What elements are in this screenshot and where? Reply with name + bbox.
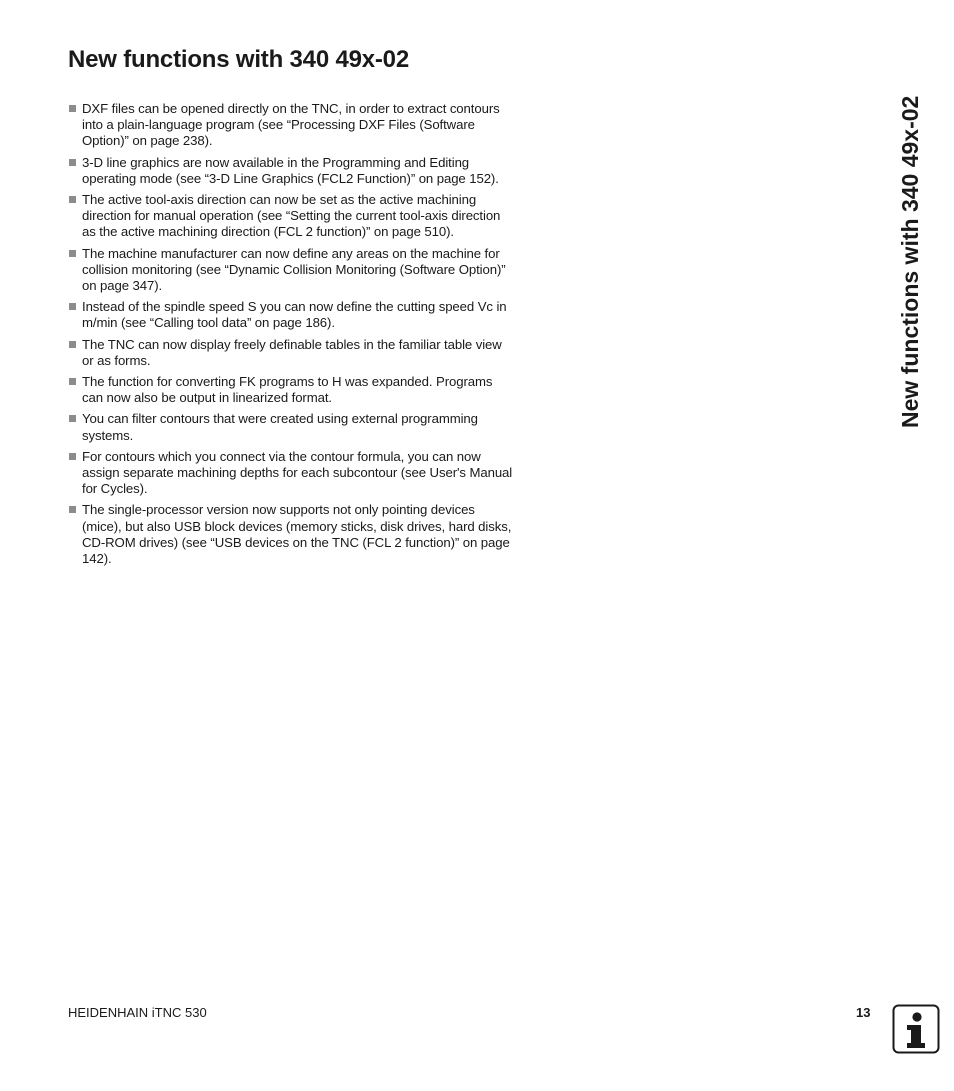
list-item <box>68 155 514 187</box>
list-item <box>68 246 514 295</box>
list-item <box>68 374 514 406</box>
list-item <box>68 337 514 369</box>
square-bullet-icon <box>69 415 76 422</box>
list-item-text: Instead of the spindle speed S you can now define the cutting speed Vc in m/min (see “Calling tool data” on page 186). <box>82 299 507 331</box>
list-item <box>68 101 514 150</box>
list-item-text: The single-processor version now supports not only pointing devices (mice), but also USB block devices (memory sticks, disk drives, hard disks, CD-ROM drives) (see “USB devices on the TNC (FCL 2 function)” on page 142). <box>82 502 512 567</box>
square-bullet-icon <box>69 105 76 112</box>
square-bullet-icon <box>69 159 76 166</box>
list-item <box>68 192 514 241</box>
side-chapter-title: New functions with 340 49x-02 <box>897 95 923 428</box>
square-bullet-icon <box>69 378 76 385</box>
footer-product-name: HEIDENHAIN iTNC 530 <box>68 1005 207 1020</box>
list-item-text: The TNC can now display freely definable tables in the familiar table view or as forms. <box>82 336 502 368</box>
list-item-text: The active tool-axis direction can now be set as the active machining direction for manual operation (see “Setting the current tool-axis direction as the active machining direction (FCL 2 function)” on page 510). <box>82 192 501 240</box>
list-item <box>68 411 514 443</box>
square-bullet-icon <box>69 303 76 310</box>
square-bullet-icon <box>69 453 76 460</box>
list-item-text: The function for converting FK programs to H was expanded. Programs can now also be output in linearized format. <box>82 374 493 406</box>
list-item-text: DXF files can be opened directly on the TNC, in order to extract contours into a plain-language program (see “Processing DXF Files (Software Option)” on page 238). <box>82 101 500 149</box>
list-item <box>68 449 514 498</box>
list-item-text: The machine manufacturer can now define any areas on the machine for collision monitoring (see “Dynamic Collision Monitoring (Software Option)” on page 347). <box>82 245 506 294</box>
feature-list <box>68 101 514 572</box>
page-title: New functions with 340 49x-02 <box>68 46 409 73</box>
list-item-text: For contours which you connect via the contour formula, you can now assign separate machining depths for each subcontour (see User's Manual for Cycles). <box>82 448 513 497</box>
page-number: 13 <box>856 1005 871 1020</box>
info-icon <box>892 1004 940 1054</box>
square-bullet-icon <box>69 250 76 257</box>
square-bullet-icon <box>69 196 76 203</box>
list-item <box>68 502 514 567</box>
square-bullet-icon <box>69 341 76 348</box>
square-bullet-icon <box>69 506 76 513</box>
list-item <box>68 299 514 331</box>
list-item-text: You can filter contours that were created using external programming systems. <box>82 411 478 443</box>
list-item-text: 3-D line graphics are now available in the Programming and Editing operating mode (see “3-D Line Graphics (FCL2 Function)” on page 152). <box>82 154 499 186</box>
